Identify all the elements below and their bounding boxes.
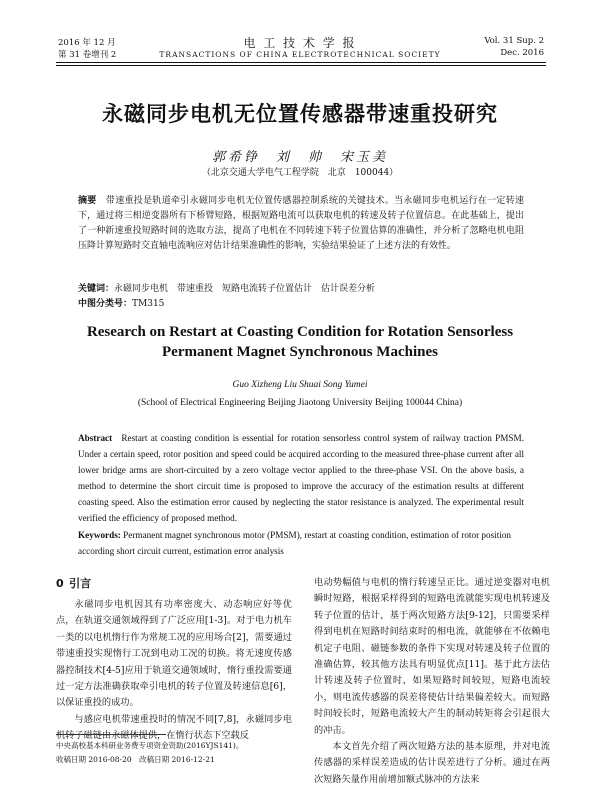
affiliation-cn: （北京交通大学电气工程学院 北京 100044） (201, 168, 399, 178)
keywords-en-text: Permanent magnet synchronous motor (PMSM), restart at coasting condition, estimation of rotor position according short circuit current, estimation error analysis (78, 530, 512, 556)
authors-cn: 郭希铮 刘 帅 宋玉美 (211, 150, 388, 165)
body-left-paragraph-2: 与感应电机带速重投时的情况不同[7,8]，永磁同步电机转子磁链由永磁体提供，在惰行状态下空载反 (56, 713, 292, 742)
header-rule-top (56, 62, 546, 63)
affiliation-en: (School of Electrical Engineering Beijing Jiaotong University Beijing 100044 China) (137, 398, 463, 408)
abstract-en-text: Restart at coasting condition is essential for rotation sensorless control system of railway traction PMSM. Under a certain speed, rotor position and speed could be acquired according to the measured three-phase current after all lower bridge arms are short-circuited by a zero voltage vector applied to the three-phase VSI. On the above basis, a method to determine the short circuit time is proposed to improve the accuracy of the estimation results at different coasting speed. Also the estimation error caused by neglecting the stator resistance is analyzed. The experimental result verified the efficiency of proposed method. (78, 433, 524, 523)
body-left-paragraph-1: 永磁同步电机因其有功率密度大、动态响应好等优点，在轨道交通领域得到了广泛应用[1-3]。对于电力机车一类的以电机惰行作为常规工况的应用场合[2]，需要通过带速重投实现惰行工况到电动工况的切换。将无速度传感器控制技术[4-5]应用于轨道交通领域时，惰行重投需要通过一定方法准确获取牵引电机的转子位置及转速信息[6]，以保证重投的成功。 (56, 599, 292, 709)
footnote-dates: 收稿日期 2016-08-20 改稿日期 2016-12-21 (56, 755, 215, 764)
abstract-cn-label: 摘要 (78, 196, 97, 206)
paper-title-en (0, 322, 600, 362)
abstract-en (78, 430, 524, 526)
classification-cn-text: TM315 (132, 299, 165, 309)
classification-cn-label: 中图分类号： (78, 299, 133, 309)
journal-name-cn: 电 工 技 术 学 报 (243, 36, 357, 50)
keywords-cn-text: 永磁同步电机 带速重投 短路电流转子位置估计 估计误差分析 (114, 284, 376, 294)
section-title: 引言 (69, 577, 92, 590)
abstract-en-label: Abstract (78, 433, 113, 443)
classification-cn (78, 296, 164, 309)
section-number: 0 (56, 577, 64, 590)
keywords-en-label: Keywords: (78, 530, 121, 540)
keywords-cn-label: 关键词： (78, 284, 115, 294)
paper-title-en-line2: Permanent Magnet Synchronous Machines (162, 344, 438, 360)
footnote-rule (56, 734, 166, 735)
header-rule-bottom (56, 65, 546, 66)
body-column-right (314, 575, 550, 785)
footnote-fund: 中央高校基本科研业务费专项资金资助(2016YJS141)。 (56, 741, 244, 750)
abstract-cn-text: 带速重投是轨道牵引永磁同步电机无位置传感器控制系统的关键技术。当永磁同步电机运行在一定转速下，通过将三相逆变器所有下桥臂短路，根据短路电流可以获取电机的转速及转子位置信息。在此基础上，提出了一种新速重投短路时间的选取方法，提高了电机在不同转速下转子位置估算的准确性，并分析了忽略电机电阻压降计算短路时交直轴电流响应对估计结果准确性的影响，实验结果验证了上述方法的有效性。 (78, 196, 524, 251)
section-heading (56, 575, 91, 591)
header-volume-cn: 第 31 卷增刊 2 (58, 50, 117, 60)
abstract-cn (78, 194, 524, 254)
header-issue-date-en: Dec. 2016 (500, 48, 544, 58)
header-date: 2016 年 12 月 (58, 38, 116, 48)
journal-name-en: TRANSACTIONS OF CHINA ELECTROTECHNICAL SOCIETY (159, 50, 441, 59)
body-right-paragraph-2: 本文首先介绍了两次短路方法的基本原理，并对电流传感器的采样误差造成的估计误差进行了分析。通过在两次短路矢量作用前增加额式脉冲的方法来 (314, 741, 550, 785)
paper-title-en-line1: Research on Restart at Coasting Condition for Rotation Sensorless (86, 324, 514, 340)
authors-en: Guo Xizheng Liu Shuai Song Yumei (232, 380, 368, 390)
paper-title-cn: 永磁同步电机无位置传感器带速重投研究 (102, 102, 498, 126)
keywords-en (78, 527, 524, 559)
body-column-left (56, 597, 292, 742)
keywords-cn (78, 282, 524, 296)
body-right-paragraph-1: 电动势幅值与电机的惰行转速呈正比。通过逆变器对电机瞬时短路，根据采样得到的短路电流就能实现电机转速及转子位置的估计，基于两次短路方法[9-12]，只需要采样得到电机在短路时间结束时的相电流，就能够在不依赖电机定子电阻、磁链参数的条件下实现对转速及转子位置的准确估算，较其他方法具有明显优点[11]。基于此方法估计转速及转子位置时，如果短路时间较短，短路电流较小，则电流传感器的误差将使估计结果偏差较大。而短路时间较长时，短路电流较大产生的制动转矩将会引起很大的冲击。 (314, 577, 550, 736)
header-volume-en: Vol. 31 Sup. 2 (484, 36, 544, 46)
